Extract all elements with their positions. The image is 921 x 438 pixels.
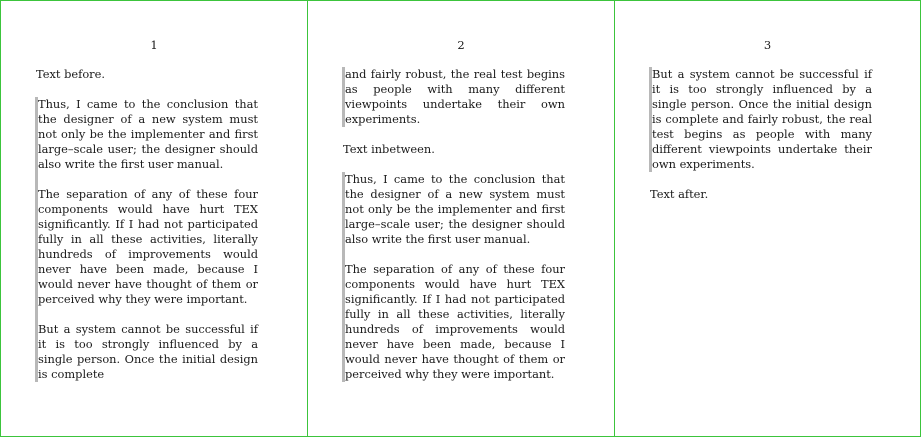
text-inbetween: Text inbetween. (343, 142, 435, 156)
page-1-body (36, 67, 258, 382)
page-number: 3 (763, 38, 772, 52)
quote-block (342, 67, 565, 127)
text-after: Text after. (650, 187, 709, 201)
quote-paragraph: Thus, I came to the conclusion that the designer of a new system must not only be the implementer and first large–scale user; the designer should also write the first user manual. (345, 172, 565, 246)
page-3-body (650, 67, 872, 202)
text-before: Text before. (36, 67, 105, 81)
quote-block (35, 97, 258, 382)
quote-paragraph: and fairly robust, the real test begins as people with many different viewpoints undertake their own experiments. (345, 67, 565, 126)
quote-paragraph: But a system cannot be successful if it is too strongly influenced by a single person. Once the initial design is complete and fairly robust, the real test begins as people with many different viewpoints undertake their own experiments. (652, 67, 872, 171)
page-number: 2 (457, 38, 465, 52)
quote-paragraph: But a system cannot be successful if it is too strongly influenced by a single person. Once the initial design is complete (38, 322, 258, 381)
quote-block (649, 67, 872, 172)
page-3 (614, 0, 921, 437)
page-2-body (343, 67, 565, 382)
page-number: 1 (150, 38, 158, 52)
quote-paragraph: The separation of any of these four components would have hurt TEX significantly. If I had not participated fully in all these activities, literally hundreds of improvements would never have been made, because I would never have thought of them or perceived why they were important. (345, 262, 565, 381)
quote-paragraph: The separation of any of these four components would have hurt TEX significantly. If I had not participated fully in all these activities, literally hundreds of improvements would never have been made, because I would never have thought of them or perceived why they were important. (38, 187, 258, 306)
quote-paragraph: Thus, I came to the conclusion that the designer of a new system must not only be the implementer and first large–scale user; the designer should also write the first user manual. (38, 97, 258, 171)
quote-block (342, 172, 565, 382)
